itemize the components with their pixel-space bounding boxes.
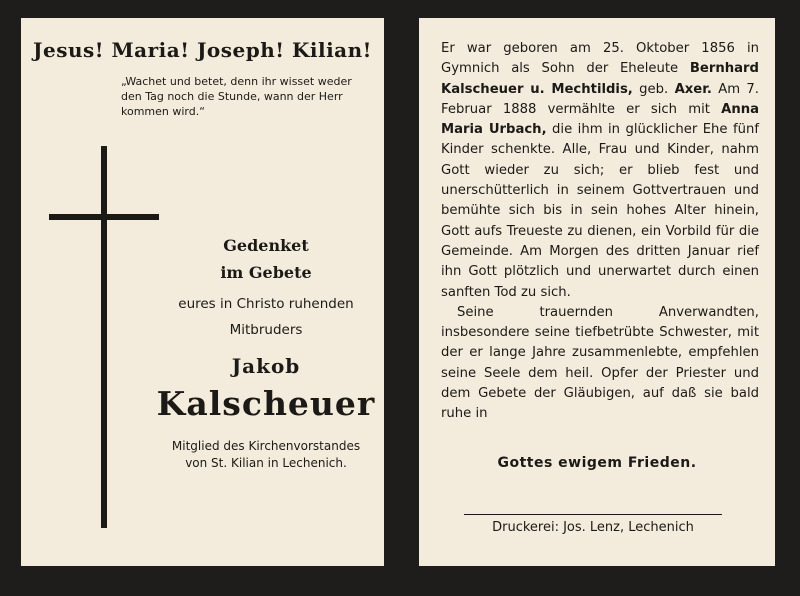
maiden-name: Axer. (674, 81, 712, 97)
bio-text: geb. (632, 81, 675, 97)
deceased-first-name: Jakob (231, 354, 301, 378)
biography-paragraph-1 (441, 39, 759, 303)
scripture-quote: „Wachet und betet, denn ihr wisset weder den Tag noch die Stunde, wann der Herr kommen wird.“ (121, 75, 352, 118)
closing-line: Gottes ewigem Frieden. (497, 455, 697, 471)
remembrance-line-2: im Gebete (220, 263, 312, 282)
role-line-1: Mitglied des Kirchenvorstandes (171, 439, 361, 453)
deceased-role (151, 438, 381, 472)
bio-text: die ihm in glücklicher Ehe fünf Kinder schenkte. Alle, Frau und Kinder, nahm Gott wieder zu sich; er blieb fest und unerschütterlich in seinem Gottvertrauen und bemühte sich bis in sein hohes Alter hinein, Gott aufs Treueste zu dienen, ein Vorbild für die Gemeinde. Am Morgen des dritten Januar rief ihn Gott plötzlich und unerwartet durch einen sanften Tod zu sich. (441, 122, 760, 300)
deceased-last-name: Kalscheuer (156, 384, 376, 423)
remembrance-line-1: Gedenket (223, 236, 309, 255)
remembrance-heading (151, 232, 381, 286)
printer-credit: Druckerei: Jos. Lenz, Lechenich (492, 520, 694, 535)
biography (441, 39, 759, 425)
right-panel (419, 18, 775, 566)
biography-paragraph-2: Seine trauernden Anverwandten, insbesondere seine tiefbetrübte Schwester, mit der er lange Jahre zusammenlebte, empfehlen seine Seele dem heil. Opfer der Priester und dem Gebete der Gläubigen, auf daß sie bald ruhe in (441, 304, 759, 422)
bio-text: Er war geboren am 25. Oktober 1856 in Gymnich als Sohn der Eheleute (441, 41, 759, 77)
dedication-line-1: eures in Christo ruhenden (178, 296, 354, 312)
parents-names: Bernhard Kalscheuer u. Mechtildis, (441, 61, 759, 97)
cross-icon (101, 146, 107, 528)
dedication-text (151, 291, 381, 343)
invocation-header: Jesus! Maria! Joseph! Kilian! (33, 38, 372, 62)
bio-text: Am 7. Februar 1888 vermählte er sich mit (441, 81, 760, 117)
dedication-line-2: Mitbruders (229, 322, 303, 338)
cross-icon-crossbar (49, 214, 159, 220)
left-panel (21, 18, 384, 566)
divider (464, 514, 722, 515)
role-line-2: von St. Kilian in Lechenich. (185, 456, 347, 470)
wife-name: Anna Maria Urbach, (441, 101, 759, 138)
